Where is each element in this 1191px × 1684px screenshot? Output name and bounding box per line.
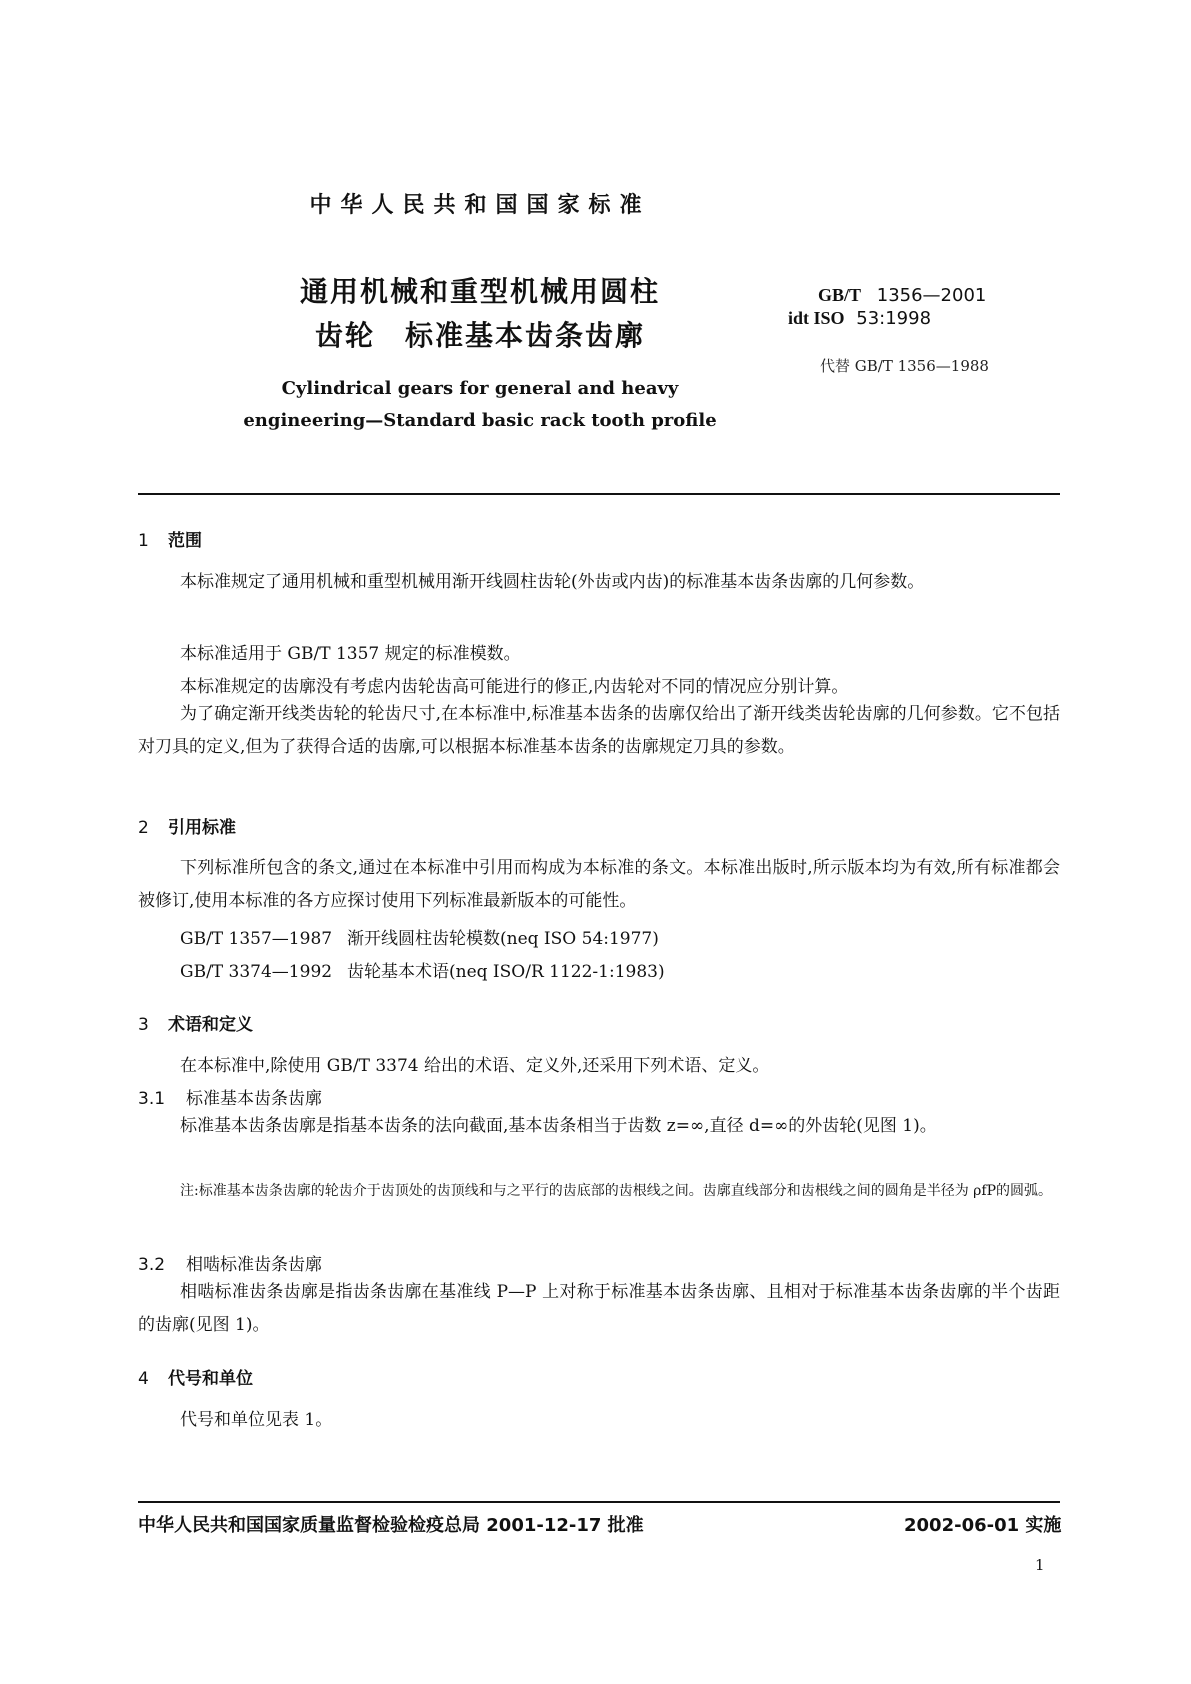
subsection-title: 标准基本齿条齿廓 bbox=[186, 1089, 322, 1109]
section-1-paragraph-4: 为了确定渐开线类齿轮的轮齿尺寸,在本标准中,标准基本齿条的齿廓仅给出了渐开线类齿轮齿廓的几何参数。它不包括对刀具的定义,但为了获得合适的齿廓,可以根据本标准基本齿条的齿廓规定刀具的参数。 bbox=[138, 704, 1060, 757]
replaces-standard: 代替 GB/T 1356—1988 bbox=[820, 357, 989, 375]
section-2-heading bbox=[138, 813, 236, 838]
subsection-3-2-heading bbox=[138, 1250, 322, 1275]
document-title-en-line2: engineering—Standard basic rack tooth profile bbox=[243, 410, 717, 431]
standard-code: 1356—2001 bbox=[876, 285, 987, 306]
reference-title: 齿轮基本术语(neq ISO/R 1122-1:1983) bbox=[347, 962, 665, 982]
subsection-title: 相啮标准齿条齿廓 bbox=[186, 1255, 322, 1275]
idt-code: 53:1998 bbox=[856, 308, 932, 329]
section-4-paragraph-1: 代号和单位见表 1。 bbox=[180, 1410, 333, 1430]
section-number: 4 bbox=[138, 1369, 149, 1389]
reference-code: GB/T 3374—1992 bbox=[180, 962, 333, 982]
section-1-paragraph-3: 本标准规定的齿廓没有考虑内齿轮齿高可能进行的修正,内齿轮对不同的情况应分别计算。 bbox=[180, 677, 849, 697]
idt-prefix: idt ISO bbox=[788, 308, 845, 328]
subsection-3-2-text: 相啮标准齿条齿廓是指齿条齿廓在基准线 P—P 上对称于标准基本齿条齿廓、且相对于标准基本齿条齿廓的半个齿距的齿廓(见图 1)。 bbox=[138, 1282, 1060, 1335]
document-title-cn-line1: 通用机械和重型机械用圆柱 bbox=[299, 275, 660, 308]
section-4-heading bbox=[138, 1364, 253, 1389]
reference-item bbox=[180, 924, 659, 949]
subsection-3-1-text: 标准基本齿条齿廓是指基本齿条的法向截面,基本齿条相当于齿数 z=∞,直径 d=∞的外齿轮(见图 1)。 bbox=[180, 1116, 937, 1136]
subsection-3-1-note: 注:标准基本齿条齿廓的轮齿介于齿顶处的齿顶线和与之平行的齿底部的齿根线之间。齿廓直线部分和齿根线之间的圆角是半径为 ρfP的圆弧。 bbox=[180, 1183, 1052, 1199]
section-3-heading bbox=[138, 1010, 253, 1035]
reference-item bbox=[180, 957, 665, 982]
national-standard-title: 中华人民共和国国家标准 bbox=[309, 193, 651, 218]
idt-reference bbox=[788, 308, 931, 329]
page-number: 1 bbox=[1035, 1556, 1045, 1574]
section-2-paragraph-1: 下列标准所包含的条文,通过在本标准中引用而构成为本标准的条文。本标准出版时,所示版本均为有效,所有标准都会被修订,使用本标准的各方应探讨使用下列标准最新版本的可能性。 bbox=[138, 858, 1060, 911]
section-1-paragraph-2: 本标准适用于 GB/T 1357 规定的标准模数。 bbox=[180, 644, 521, 664]
bottom-divider bbox=[138, 1501, 1060, 1503]
implementation-date: 2002-06-01 实施 bbox=[904, 1515, 1062, 1536]
section-1-heading bbox=[138, 526, 202, 551]
section-title: 代号和单位 bbox=[168, 1369, 253, 1389]
subsection-number: 3.1 bbox=[138, 1089, 166, 1109]
section-number: 3 bbox=[138, 1015, 149, 1035]
document-title-en-line1: Cylindrical gears for general and heavy bbox=[281, 378, 679, 399]
section-number: 2 bbox=[138, 818, 149, 838]
section-title: 范围 bbox=[168, 531, 202, 551]
section-1-paragraph-1: 本标准规定了通用机械和重型机械用渐开线圆柱齿轮(外齿或内齿)的标准基本齿条齿廓的几何参数。 bbox=[180, 572, 925, 592]
section-title: 引用标准 bbox=[168, 818, 236, 838]
section-title: 术语和定义 bbox=[168, 1015, 253, 1035]
reference-title: 渐开线圆柱齿轮模数(neq ISO 54:1977) bbox=[347, 929, 659, 949]
document-title-cn-line2: 齿轮 标准基本齿条齿廓 bbox=[314, 319, 645, 352]
section-number: 1 bbox=[138, 531, 149, 551]
reference-code: GB/T 1357—1987 bbox=[180, 929, 333, 949]
section-3-paragraph-1: 在本标准中,除使用 GB/T 3374 给出的术语、定义外,还采用下列术语、定义。 bbox=[180, 1056, 770, 1076]
approval-date: 中华人民共和国国家质量监督检验检疫总局 2001-12-17 批准 bbox=[138, 1515, 644, 1536]
standard-number bbox=[818, 285, 986, 306]
subsection-number: 3.2 bbox=[138, 1255, 166, 1275]
standard-prefix: GB/T bbox=[818, 285, 862, 305]
subsection-3-1-heading bbox=[138, 1084, 322, 1109]
top-divider bbox=[138, 493, 1060, 495]
